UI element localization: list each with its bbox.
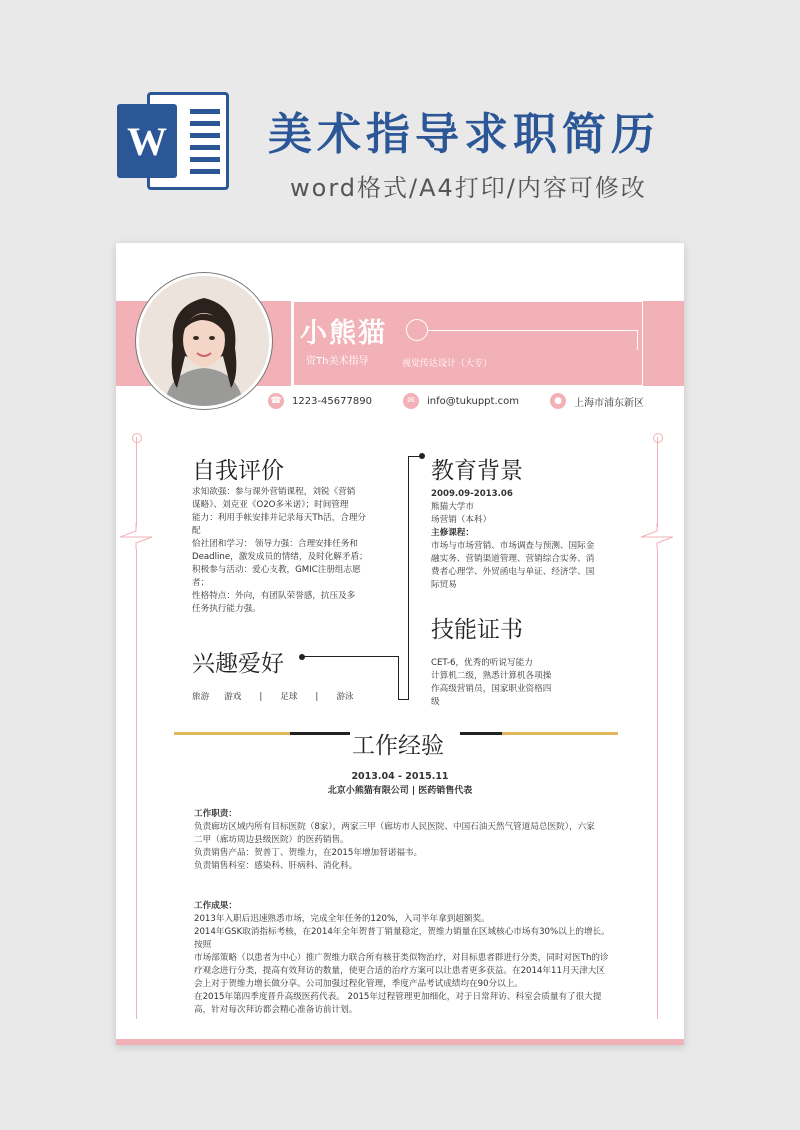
hobby-item: 足球 <box>280 692 298 702</box>
work-divider-gold-left <box>174 732 290 735</box>
education-text <box>431 488 621 592</box>
connector-down <box>398 656 399 699</box>
results-label: 工作成果： <box>194 901 237 911</box>
self-eval-line: 恰社团和学习： 领导力强：合理安排任务和 <box>192 539 359 549</box>
duty-line: 二甲（廊坊周边县级医院）的医药销售。 <box>194 835 349 845</box>
skills-heading: 技能证书 <box>431 617 523 643</box>
courses-label: 主修课程： <box>431 528 474 538</box>
connector-vertical <box>408 456 409 700</box>
hobbies-dot <box>299 654 305 660</box>
job-title: 资Th美术指导 <box>306 356 369 367</box>
self-eval-line: 性格特点：外向，有团队荣誉感，抗压及多 <box>192 591 356 601</box>
right-rail-top <box>657 437 658 527</box>
result-line: 高，针对每次拜访都会精心准备访前计划。 <box>194 1005 358 1015</box>
word-w-icon: W <box>117 104 177 178</box>
course-line: 费者心理学、外贸函电与单证、经济学、国 <box>431 567 595 577</box>
resume-page <box>116 243 684 1045</box>
work-heading: 工作经验 <box>352 733 444 759</box>
right-rail-bottom <box>657 549 658 1019</box>
work-period: 2013.04 - 2015.11 <box>351 771 449 782</box>
left-rail-circle-icon <box>132 433 142 443</box>
hobbies-heading: 兴趣爱好 <box>192 651 284 677</box>
education-school: 熊猫大学市 <box>431 502 474 512</box>
left-rail-pulse <box>120 523 154 549</box>
self-eval-line: Deadline，激发成员的情绪，及时化解矛盾； <box>192 552 368 562</box>
school-info: 视觉传达设计（大专） <box>402 359 493 369</box>
self-eval-heading: 自我评价 <box>192 458 284 484</box>
course-line: 融实务、营销渠道管理、营销综合实务、消 <box>431 554 595 564</box>
self-eval-text <box>192 486 392 616</box>
duty-line: 负责廊坊区域内所有目标医院（8家），两家三甲（廊坊市人民医院、中国石油天然气管道局总医院），六家 <box>194 822 595 832</box>
work-results <box>194 900 614 1017</box>
work-duties <box>194 808 614 873</box>
result-line: 2014年GSK取消指标考核，在2014年全年贺普丁销量稳定，贺维力销量在区域核心市场有30%以上的增长。按照 <box>194 927 610 950</box>
left-rail-top <box>136 437 137 527</box>
self-eval-line: 谋略》、刘克亚《O2O多米诺》；时间管理 <box>192 500 349 510</box>
page-bottom-band <box>116 1039 684 1045</box>
email-text: info@tukuppt.com <box>427 395 519 407</box>
banner-subtitle: word格式/A4打印/内容可修改 <box>290 174 647 202</box>
self-eval-line: 积极参与活动：爱心支教，GMIC注册组志愿 <box>192 565 361 575</box>
result-line: 2013年入职后迅速熟悉市场，完成全年任务的120%，入司半年拿到超额奖。 <box>194 914 490 924</box>
phone-icon: ☎ <box>268 393 284 409</box>
name-decor-line <box>428 330 638 331</box>
hobby-item: 游泳 <box>336 692 354 702</box>
result-line: 会上对于贺维力增长做分享。公司加强过程化管理，季度产品考试成绩均在90分以上。 <box>194 979 523 989</box>
right-rail-circle-icon <box>653 433 663 443</box>
hobby-separator: | <box>259 692 263 702</box>
skills-text <box>431 657 621 709</box>
self-eval-line: 能力：利用手帐安排并记录每天Th活，合理分 <box>192 513 366 523</box>
hobby-item: 游戏 <box>224 692 242 702</box>
result-line: 在2015年第四季度晋升高级医药代表。 2015年过程管理更加细化，对于日常拜访、科室会质量有了很大提 <box>194 992 602 1002</box>
contact-email <box>403 393 519 409</box>
self-eval-line: 任务执行能力强。 <box>192 604 261 614</box>
hobby-separator: | <box>315 692 319 702</box>
education-dot <box>419 453 425 459</box>
hobby-item: 旅游 <box>192 692 210 702</box>
connector-bottom <box>398 699 408 700</box>
education-major: 场营销（本科） <box>431 515 492 525</box>
location-pin-icon: ● <box>550 393 566 409</box>
work-divider-black-left <box>290 732 350 735</box>
work-company: 北京小熊猫有限公司 | 医药销售代表 <box>327 786 473 796</box>
skill-line: 计算机二级，熟悉计算机各项操 <box>431 671 552 681</box>
skill-line: 级 <box>431 697 440 707</box>
duty-line: 负责销售产品：贺普丁、贺维力，在2015年增加替诺福韦。 <box>194 848 423 858</box>
candidate-name: 小熊猫 <box>300 318 387 349</box>
duties-label: 工作职责： <box>194 809 237 819</box>
name-decor-line-vertical <box>637 330 638 350</box>
course-line: 市场与市场营销、市场调查与预测、国际金 <box>431 541 595 551</box>
phone-text: 1223-45677890 <box>292 395 372 407</box>
skill-line: CET-6，优秀的听说写能力 <box>431 658 533 668</box>
profile-photo <box>136 273 272 409</box>
left-rail-bottom <box>136 549 137 1019</box>
result-line: 疗观念进行分类，提高有效拜访的数量，使更合适的治疗方案可以让患者更多获益。在2014年11月天津大区 <box>194 966 605 976</box>
results-list <box>194 913 614 1017</box>
education-heading: 教育背景 <box>431 458 523 484</box>
word-logo <box>117 92 229 190</box>
self-eval-line: 配 <box>192 526 201 536</box>
banner-title: 美术指导求职简历 <box>268 109 660 160</box>
self-eval-line: 者； <box>192 578 210 588</box>
address-text: 上海市浦东新区 <box>574 397 644 409</box>
courses-list <box>431 540 621 592</box>
education-period: 2009.09-2013.06 <box>431 489 513 499</box>
hobbies-connector <box>302 656 398 657</box>
duties-list <box>194 821 614 873</box>
contact-address <box>550 393 644 409</box>
work-divider-black-right <box>460 732 502 735</box>
name-decor-circle <box>406 319 428 341</box>
duty-line: 负责销售科室：感染科、肝病科、消化科。 <box>194 861 358 871</box>
hobbies-list <box>192 691 354 704</box>
skill-line: 作高级营销员，国家职业资格四 <box>431 684 552 694</box>
work-divider-gold-right <box>502 732 618 735</box>
self-eval-line: 求知欲强：参与课外营销课程，刘锐《营销 <box>192 487 356 497</box>
result-line: 市场部策略（以患者为中心）推广贺维力联合所有核苷类似物治疗，对目标患者群进行分类，同时对医Th的诊 <box>194 953 609 963</box>
right-rail-pulse <box>639 523 673 549</box>
mail-icon: ✉ <box>403 393 419 409</box>
contact-phone <box>268 393 372 409</box>
course-line: 际贸易 <box>431 580 457 590</box>
